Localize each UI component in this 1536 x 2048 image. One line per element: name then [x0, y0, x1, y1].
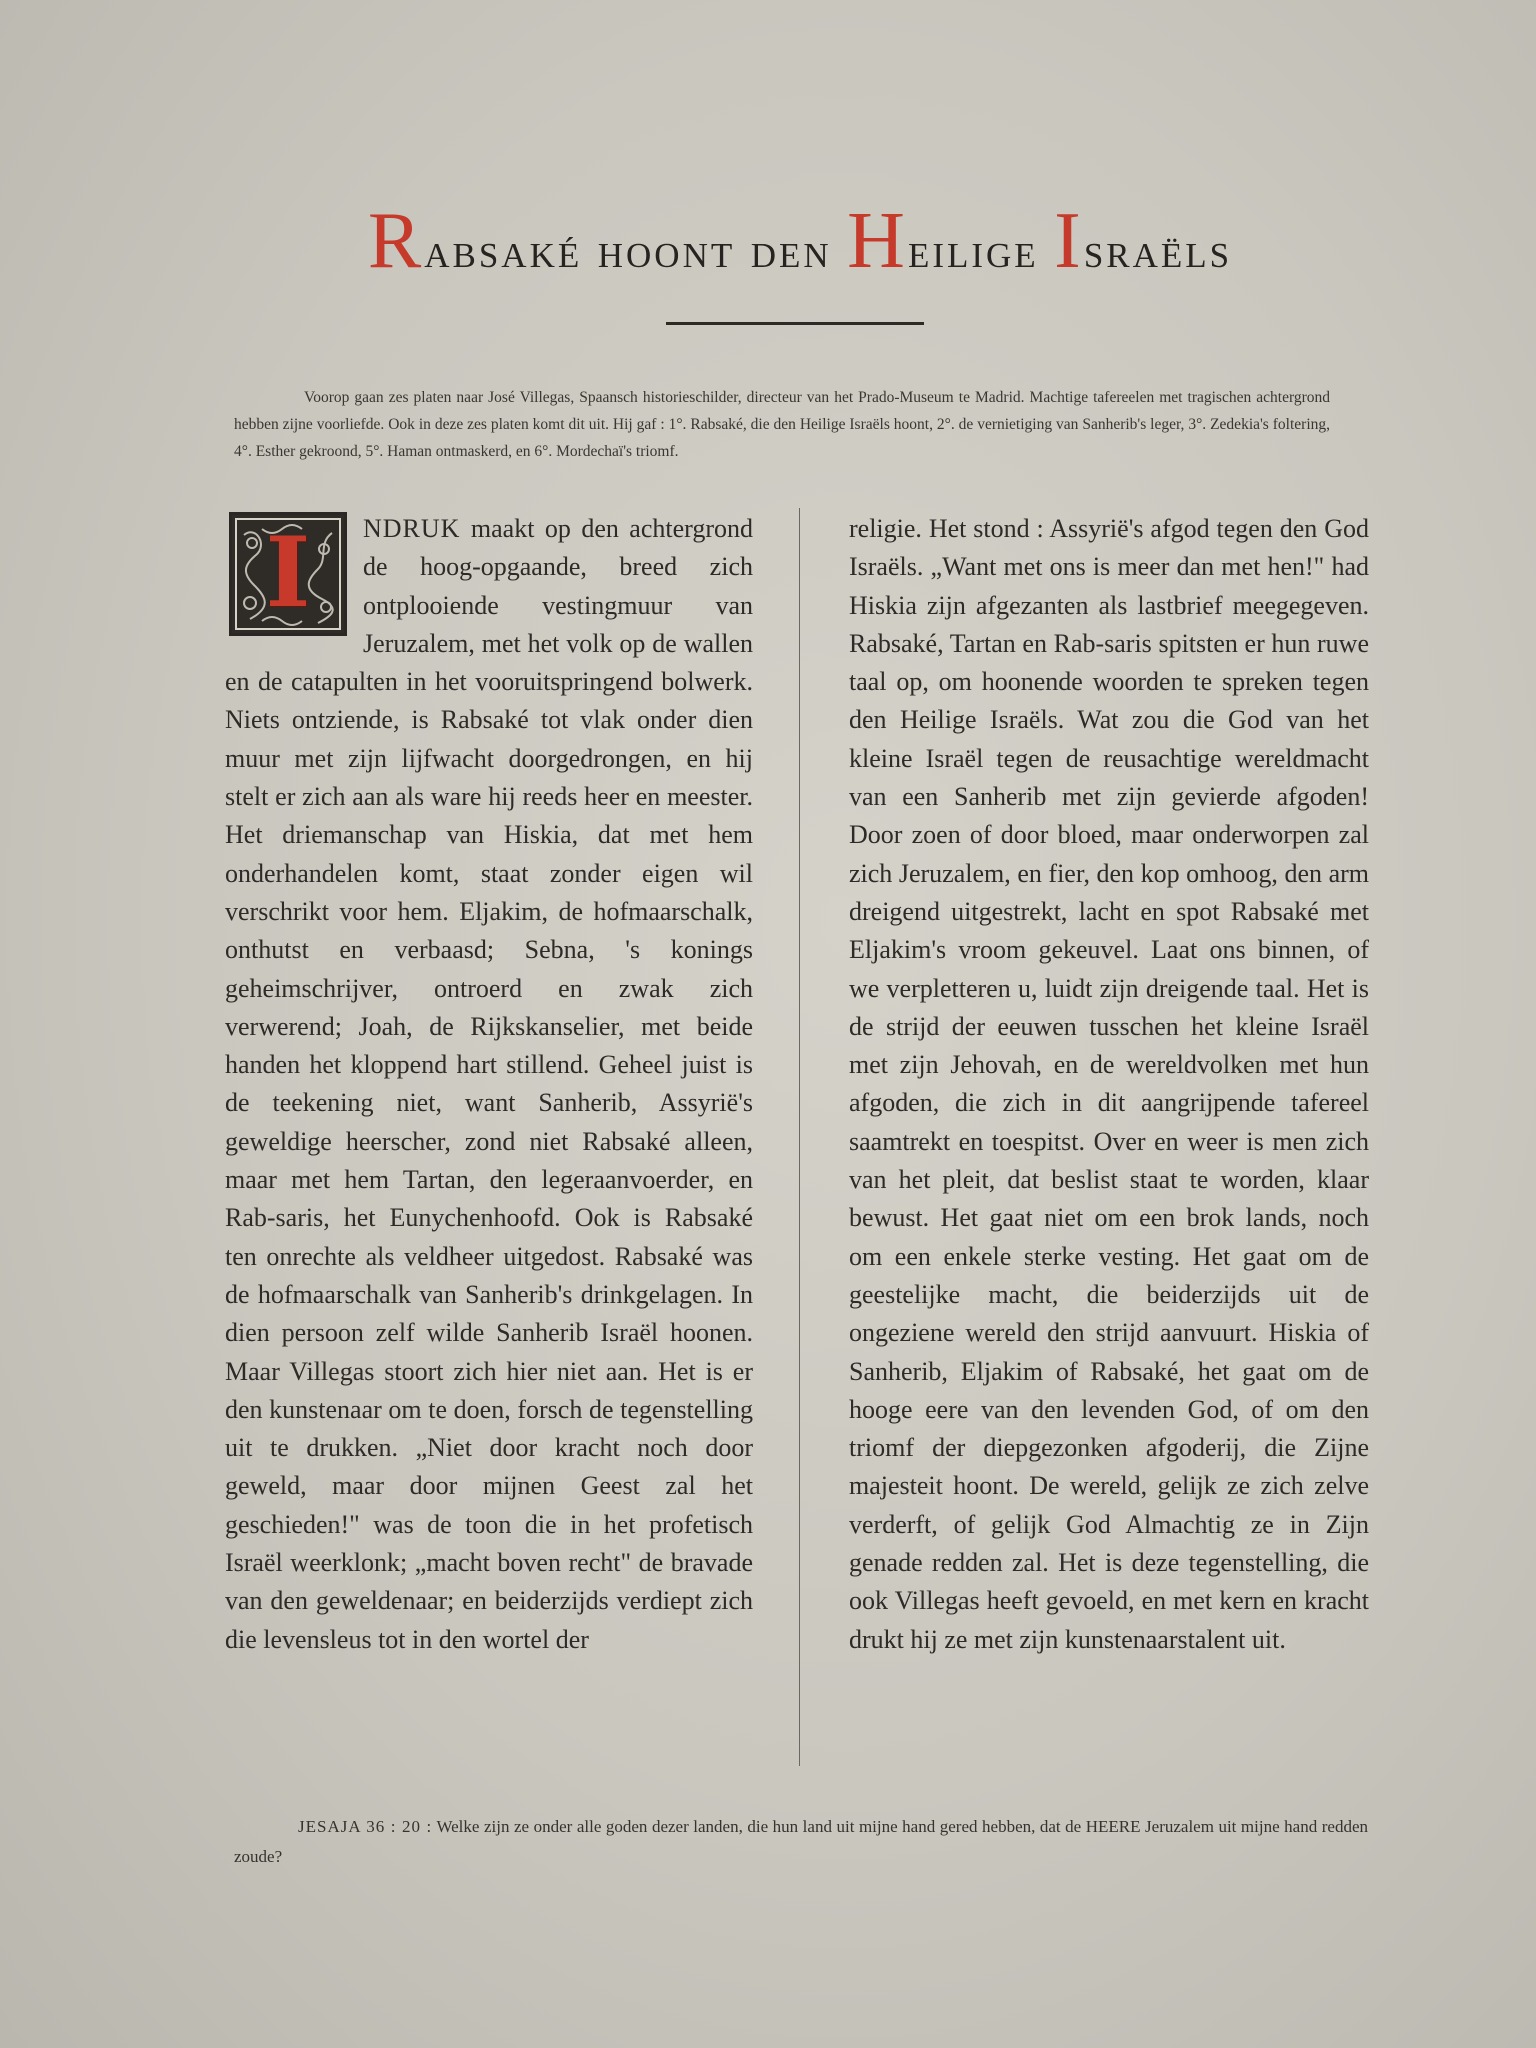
- page-title: [200, 196, 1400, 287]
- title-initial-i: I: [1054, 197, 1084, 285]
- scripture-text: Welke zijn ze onder alle goden dezer landen, die hun land uit mijne hand gered hebben, dat de HEERE Jeruzalem uit mijne hand redden zoude?: [234, 1817, 1368, 1866]
- intro-paragraph: Voorop gaan zes platen naar José Villegas, Spaansch historieschilder, directeur van het Prado-Museum te Madrid. Machtige tafereelen met tragischen achtergrond hebben zijne voorliefde. Ook in deze zes platen komt dit uit. Hij gaf : 1°. Rabsaké, die den Heilige Israëls hoont, 2°. de vernietiging van Sanherib's leger, 3°. Zedekia's foltering, 4°. Esther gekroond, 5°. Haman ontmaskerd, en 6°. Mordechaï's triomf.: [234, 389, 1330, 460]
- decorated-initial: [229, 512, 347, 636]
- title-text-part1: absaké hoont den: [424, 222, 848, 278]
- left-column-text: maakt op den achtergrond de hoog-opgaande, breed zich ontplooiende vestingmuur van Jeruzalem, met het volk op de wallen en de catapulten in het vooruitspringend bolwerk. Niets ontziende, is Rabsaké tot vlak onder dien muur met zijn lijfwacht doorgedrongen, en hij stelt er zich aan als ware hij reeds heer en meester. Het driemanschap van Hiskia, dat met hem onderhandelen komt, staat zonder eigen wil verschrikt voor hem. Eljakim, de hofmaarschalk, onthutst en verbaasd; Sebna, 's konings geheimschrijver, ontroerd en zwak zich verwerend; Joah, de Rijkskanselier, met beide handen het kloppend hart stillend. Geheel juist is de teekening niet, want Sanherib, Assyrië's geweldige heerscher, zond niet Rabsaké alleen, maar met hem Tartan, den legeraanvoerder, en Rab-saris, het Eunychenhoofd. Ook is Rabsaké ten onrechte als veldheer uitgedost. Rabsaké was de hofmaarschalk van Sanherib's drinkgelagen. In dien persoon zelf wilde Sanherib Israël hoonen. Maar Villegas stoort zich hier niet aan. Het is er den kunstenaar om te doen, forsch de tegenstelling uit te drukken. „Niet door kracht noch door geweld, maar door mijnen Geest zal het geschieden!" was de toon die in het profetisch Israël weerklonk; „macht boven recht" de bravade van den geweldenaar; en beiderzijds verdiept zich die levensleus tot in den wortel der: [225, 514, 753, 1654]
- first-word: NDRUK: [363, 514, 461, 543]
- initial-letter: I: [265, 516, 311, 629]
- right-column-text: religie. Het stond : Assyrië's afgod tegen den God Israëls. „Want met ons is meer dan met hen!" had Hiskia zijn afgezanten als lastbrief meegegeven. Rabsaké, Tartan en Rab-saris spitsten er hun ruwe taal op, om hoonende woorden te spreken tegen den Heilige Israëls. Wat zou die God van het kleine Israël tegen de reusachtige wereldmacht van een Sanherib met zijn gevierde afgoden! Door zoen of door bloed, maar onderworpen zal zich Jeruzalem, en fier, den kop omhoog, den arm dreigend uitgestrekt, lacht en spot Rabsaké met Eljakim's vroom gekeuvel. Laat ons binnen, of we verpletteren u, luidt zijn dreigende taal. Het is de strijd der eeuwen tusschen het kleine Israël met zijn Jehovah, en de wereldvolken met hun afgoden, die zich in dit aangrijpende tafereel saamtrekt en toespitst. Over en weer is men zich van het pleit, dat beslist staat te worden, klaar bewust. Het gaat niet om een brok lands, noch om een enkele sterke vesting. Het gaat om de geestelijke macht, die beiderzijds uit de ongeziene wereld den strijd aanvuurt. Hiskia of Sanherib, Eljakim of Rabsaké, het gaat om de hooge eere van den levenden God, of om den triomf der diepgezonken afgoderij, die Zijne majesteit hoont. De wereld, gelijk ze zich zelve verderft, of gelijk God Almachtig ze in Zijn genade redden zal. Het is deze tegenstelling, die ook Villegas heeft gevoeld, en met kern en kracht drukt hij ze met zijn kunstenaarstalent uit.: [849, 514, 1369, 1654]
- title-initial-h: H: [847, 197, 908, 285]
- left-column: [225, 510, 753, 1659]
- scripture-reference: JESAJA 36 : 20 :: [298, 1817, 433, 1836]
- title-divider: [666, 322, 924, 325]
- title-text-part2: eilige: [907, 222, 1055, 278]
- column-divider: [799, 508, 800, 1766]
- right-column: [849, 510, 1369, 1659]
- title-text-part3: sraëls: [1083, 222, 1233, 278]
- title-initial-r: R: [367, 197, 425, 285]
- scripture-footnote: [234, 1812, 1368, 1872]
